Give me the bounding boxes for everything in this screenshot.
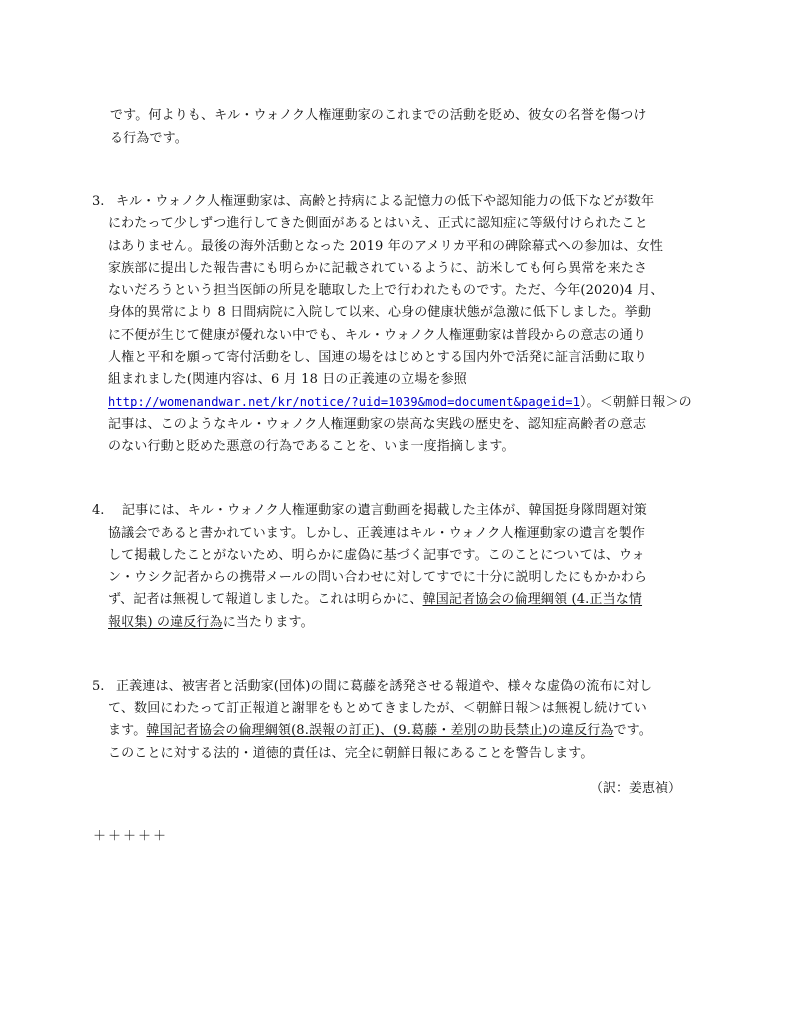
p3-line-9: 組まれました(関連内容は、6 月 18 日の正義連の立場を参照 bbox=[108, 372, 467, 387]
p4-line-6-plain: に当たります。 bbox=[222, 615, 314, 630]
p3-line-4: 家族部に提出した報告書にも明らかに記載されているように、訪米しても何ら異常を来たさ bbox=[108, 261, 648, 276]
p5-line-2: て、数回にわたって訂正報道と謝罪をもとめてきましたが、＜朝鮮日報＞は無視し続けてい bbox=[108, 701, 647, 716]
p5-line-3 bbox=[108, 722, 652, 740]
p4-line-5-plain: ず、記者は無視して報道しました。これは明らかに、 bbox=[108, 592, 423, 607]
paragraph-4-number: 4. bbox=[92, 503, 105, 518]
p3-line-8: 人権と平和を願って寄付活動をし、国連の場をはじめとする国内外で活発に証言活動に取り bbox=[108, 350, 648, 365]
p3-line-10 bbox=[108, 393, 692, 412]
p3-line-6: 身体的異常により 8 日間病院に入院して以来、心身の健康状態が急激に低下しました。挙動 bbox=[108, 305, 651, 320]
ethics-code-reference-1: 韓国記者協会の倫理綱領 (4.正当な情 bbox=[422, 592, 643, 607]
p5-line-3-plain-b: です。 bbox=[613, 723, 652, 738]
p3-line-1: キル・ウォノク人権運動家は、高齢と持病による記憶力の低下や認知能力の低下などが数年 bbox=[116, 194, 655, 209]
p4-line-4: ン・ウシク記者からの携帯メールの問い合わせに対してすでに十分に説明したにもかかわら bbox=[108, 570, 648, 585]
intro-line-1: です。何よりも、キル・ウォノク人権運動家のこれまでの活動を貶め、彼女の名誉を傷つけ bbox=[110, 108, 647, 123]
ethics-code-reference-1-cont: 報収集) の違反行為 bbox=[108, 615, 223, 630]
p3-line-7: に不便が生じて健康が優れない中でも、キル・ウォノク人権運動家は普段からの意志の通り bbox=[108, 328, 647, 343]
p3-line-5: ないだろうという担当医師の所見を聴取した上で行われたものです。ただ、今年(2020)4 月、 bbox=[108, 283, 664, 298]
separator: ＋＋＋＋＋ bbox=[93, 829, 169, 844]
p3-line-3: はありません。最後の海外活動となった 2019 年のアメリカ平和の碑除幕式への参加は、女性 bbox=[108, 239, 663, 254]
p3-line-12: のない行動と貶めた悪意の行為であることを、いま一度指摘します。 bbox=[108, 439, 515, 454]
p3-after-link: ）。＜朝鮮日報＞の bbox=[579, 395, 692, 410]
p3-line-2: にわたって少しずつ進行してきた側面があるとはいえ、正式に認知症に等級付けられたこと bbox=[108, 216, 648, 231]
p5-line-3-plain-a: ます。 bbox=[108, 723, 147, 738]
p4-line-3: して掲載したことがないため、明らかに虚偽に基づく記事です。このことについては、ウォ bbox=[108, 548, 645, 563]
p4-line-5 bbox=[108, 591, 642, 609]
p3-line-11: 記事は、このようなキル・ウォノク人権運動家の崇高な実践の歴史を、認知症高齢者の意志 bbox=[108, 417, 647, 432]
ethics-code-reference-2: 韓国記者協会の倫理綱領(8.誤報の訂正)、(9.葛藤・差別の助長禁止)の違反行為 bbox=[146, 723, 614, 738]
intro-line-2: る行為です。 bbox=[110, 131, 188, 146]
reference-link[interactable]: http://womenandwar.net/kr/notice/?uid=1039&mod=document&pageid=1 bbox=[108, 395, 580, 409]
paragraph-5-number: 5. bbox=[92, 679, 105, 694]
translator-note: （訳：姜恵禎） bbox=[590, 781, 682, 796]
p4-line-1: 記事には、キル・ウォノク人権運動家の遺言動画を掲載した主体が、韓国挺身隊問題対策 bbox=[122, 503, 647, 518]
p4-line-2: 協議会であると書かれています。しかし、正義連はキル・ウォノク人権運動家の遺言を製作 bbox=[108, 526, 646, 541]
p4-line-6 bbox=[108, 614, 314, 632]
p5-line-1: 正義連は、被害者と活動家(団体)の間に葛藤を誘発させる報道や、様々な虚偽の流布に対し bbox=[116, 679, 653, 694]
paragraph-3-number: 3. bbox=[92, 194, 105, 209]
p5-line-4: このことに対する法的・道徳的責任は、完全に朝鮮日報にあることを警告します。 bbox=[108, 746, 594, 761]
